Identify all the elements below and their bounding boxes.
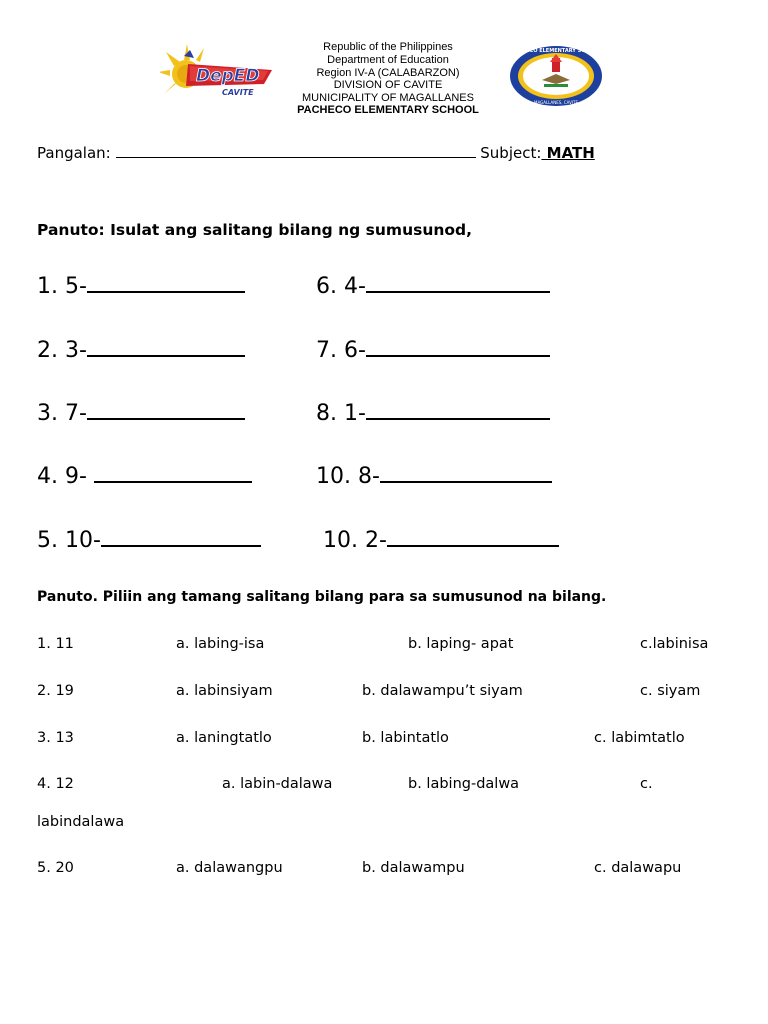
fill-item bbox=[323, 525, 559, 555]
fill-item-label: 10. 2- bbox=[323, 528, 387, 553]
school-seal-text: PACHECO ELEMENTARY SCHOOL bbox=[511, 48, 601, 54]
mc-item-number: 4. 12 bbox=[37, 776, 74, 792]
mc-choice-c-continued: labindalawa bbox=[37, 814, 125, 830]
instruction-part2: Panuto. Piliin ang tamang salitang bilang para sa sumusunod na bilang. bbox=[37, 589, 607, 605]
fill-item-label: 3. 7- bbox=[37, 401, 87, 426]
mc-choice-a[interactable]: a. dalawangpu bbox=[176, 860, 283, 876]
mc-choice-c[interactable]: c. bbox=[640, 776, 653, 792]
fill-item-label: 7. 6- bbox=[316, 338, 366, 363]
answer-blank[interactable] bbox=[366, 271, 550, 293]
fill-item-label: 8. 1- bbox=[316, 401, 366, 426]
fill-item-label: 4. 9- bbox=[37, 464, 94, 489]
mc-choice-c[interactable]: c. dalawapu bbox=[594, 860, 682, 876]
answer-blank[interactable] bbox=[101, 525, 261, 547]
subject-label: Subject: bbox=[480, 144, 542, 162]
mc-choice-a[interactable]: a. labinsiyam bbox=[176, 683, 273, 699]
header-municipality: MUNICIPALITY OF MAGALLANES bbox=[302, 92, 474, 104]
instruction-part1: Panuto: Isulat ang salitang bilang ng sumusunod, bbox=[37, 221, 473, 239]
header-department: Department of Education bbox=[327, 54, 449, 66]
answer-blank[interactable] bbox=[366, 398, 550, 420]
fill-item-label: 10. 8- bbox=[316, 464, 380, 489]
mc-item-number: 2. 19 bbox=[37, 683, 74, 699]
answer-blank[interactable] bbox=[87, 398, 245, 420]
mc-choice-b[interactable]: b. dalawampu bbox=[362, 860, 465, 876]
answer-blank[interactable] bbox=[387, 525, 559, 547]
school-seal-logo bbox=[506, 44, 606, 108]
fill-item-label: 5. 10- bbox=[37, 528, 101, 553]
answer-blank[interactable] bbox=[380, 461, 552, 483]
name-label: Pangalan: bbox=[37, 144, 111, 162]
deped-logo-sub: CAVITE bbox=[222, 88, 254, 97]
fill-item bbox=[37, 271, 245, 301]
mc-choice-a[interactable]: a. labing-isa bbox=[176, 636, 265, 652]
fill-item-label: 6. 4- bbox=[316, 274, 366, 299]
fill-item bbox=[37, 335, 245, 365]
deped-logo-text: DepED bbox=[196, 66, 260, 86]
mc-choice-c[interactable]: c. siyam bbox=[640, 683, 701, 699]
fill-item bbox=[316, 271, 550, 301]
fill-item bbox=[37, 398, 245, 428]
deped-cavite-logo bbox=[160, 40, 276, 102]
answer-blank[interactable] bbox=[87, 271, 245, 293]
mc-item-number: 3. 13 bbox=[37, 730, 74, 746]
fill-item bbox=[37, 525, 261, 555]
mc-choice-c[interactable]: c.labinisa bbox=[640, 636, 709, 652]
mc-choice-b[interactable]: b. labintatlo bbox=[362, 730, 449, 746]
fill-item bbox=[37, 461, 252, 491]
mc-choice-c[interactable]: c. labimtatlo bbox=[594, 730, 685, 746]
fill-item bbox=[316, 335, 550, 365]
name-subject-row bbox=[37, 143, 595, 163]
mc-item-number: 1. 11 bbox=[37, 636, 74, 652]
school-seal-sub: MAGALLANES, CAVITE bbox=[534, 100, 578, 105]
header-division: DIVISION OF CAVITE bbox=[333, 79, 443, 91]
mc-choice-b[interactable]: b. laping- apat bbox=[408, 636, 514, 652]
answer-blank[interactable] bbox=[94, 461, 252, 483]
fill-item-label: 2. 3- bbox=[37, 338, 87, 363]
mc-choice-b[interactable]: b. dalawampu’t siyam bbox=[362, 683, 523, 699]
mc-choice-b[interactable]: b. labing-dalwa bbox=[408, 776, 520, 792]
mc-choice-a[interactable]: a. labin-dalawa bbox=[222, 776, 333, 792]
fill-item-label: 1. 5- bbox=[37, 274, 87, 299]
header-region: Region IV-A (CALABARZON) bbox=[316, 67, 460, 79]
header-republic: Republic of the Philippines bbox=[323, 41, 453, 53]
name-blank[interactable] bbox=[116, 143, 476, 158]
mc-choice-a[interactable]: a. laningtatlo bbox=[176, 730, 272, 746]
header-school-name: PACHECO ELEMENTARY SCHOOL bbox=[297, 104, 479, 116]
answer-blank[interactable] bbox=[366, 335, 550, 357]
subject-value: MATH bbox=[541, 144, 595, 162]
answer-blank[interactable] bbox=[87, 335, 245, 357]
fill-item bbox=[316, 398, 550, 428]
fill-item bbox=[316, 461, 552, 491]
mc-item-number: 5. 20 bbox=[37, 860, 74, 876]
